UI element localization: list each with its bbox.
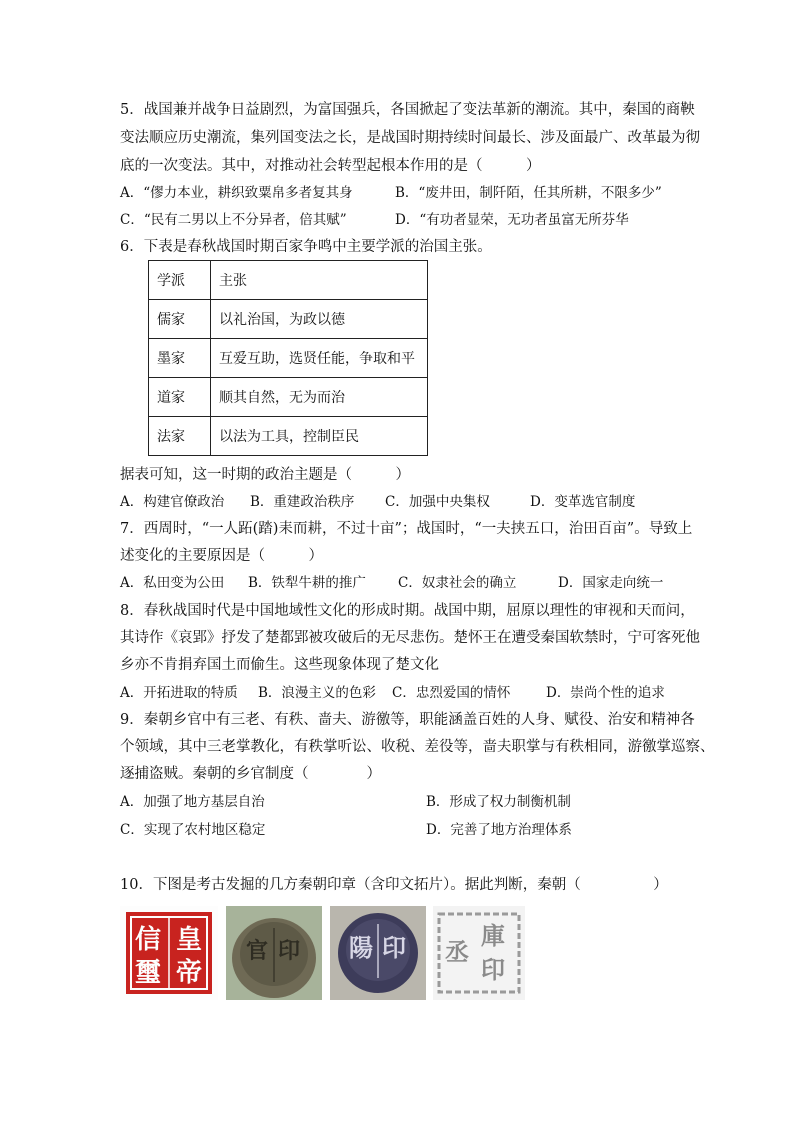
table-cell-school: 儒家 <box>149 300 211 339</box>
q7-option-c[interactable]: C．奴隶社会的确立 <box>398 575 517 591</box>
seal3-char: 陽 <box>349 934 373 962</box>
q9-option-b[interactable]: B．形成了权力制衡机制 <box>426 794 571 810</box>
q5-line-1: 5．战国兼并战争日益剧烈，为富国强兵，各国掀起了变法革新的潮流。其中，秦国的商鞅 <box>120 102 695 118</box>
seal4-char: 丞 <box>445 938 469 966</box>
seal-image-red-imprint <box>120 906 218 1000</box>
q9-line-1: 9．秦朝乡官中有三老、有秩、啬夫、游徼等，职能涵盖百姓的人身、赋役、治安和精神各 <box>120 712 695 728</box>
q9-option-a[interactable]: A．加强了地方基层自治 <box>120 794 265 810</box>
seal4-char: 印 <box>481 956 505 984</box>
seal1-char: 帝 <box>176 958 203 988</box>
q7-line-1: 7．西周时，“一人跖(踏)耒而耕，不过十亩”；战国时，“一夫挟五口，治田百亩”。导致上 <box>120 521 693 537</box>
q7-option-b[interactable]: B．铁犁牛耕的推广 <box>248 575 366 591</box>
q7-option-d[interactable]: D．国家走向统一 <box>558 575 664 591</box>
seal2-char: 印 <box>278 939 301 964</box>
q9-line-2: 个领域，其中三老掌教化，有秩掌听讼、收税、差役等，啬夫职掌与有秩相同，游徼掌巡察、 <box>120 739 715 755</box>
seal1-char: 皇 <box>176 925 203 955</box>
q7-option-a[interactable]: A．私田变为公田 <box>120 575 225 591</box>
table-cell-claim: 以礼治国，为政以德 <box>211 300 428 339</box>
q5-option-c[interactable]: C．“民有二男以上不分异者，倍其赋” <box>120 212 347 228</box>
table-row <box>149 417 428 456</box>
q5-line-2: 变法顺应历史潮流，集列国变法之长，是战国时期持续时间最长、涉及面最广、改革最为彻 <box>120 130 700 146</box>
q6-option-d[interactable]: D．变革选官制度 <box>530 494 636 510</box>
table-row <box>149 300 428 339</box>
q6-stem: 6．下表是春秋战国时期百家争鸣中主要学派的治国主张。 <box>120 239 492 255</box>
q6-question: 据表可知，这一时期的政治主题是（ ） <box>120 467 410 483</box>
q8-line-1: 8．春秋战国时代是中国地域性文化的形成时期。战国中期，屈原以理性的审视和天而问， <box>120 603 695 619</box>
seal-image-rubbing <box>433 906 525 1000</box>
table-header-claim: 主张 <box>211 261 428 300</box>
q8-option-d[interactable]: D．崇尚个性的追求 <box>546 685 665 701</box>
q8-option-c[interactable]: C．忠烈爱国的情怀 <box>392 685 511 701</box>
seal3-char: 印 <box>382 934 406 962</box>
q9-option-d[interactable]: D．完善了地方治理体系 <box>426 822 572 838</box>
q5-option-a[interactable]: A．“僇力本业，耕织致粟帛多者复其身 <box>120 185 353 201</box>
q7-line-2: 述变化的主要原因是（ ） <box>120 548 323 564</box>
q6-option-b[interactable]: B．重建政治秩序 <box>250 494 355 510</box>
q8-option-a[interactable]: A．开拓进取的特质 <box>120 685 238 701</box>
q5-option-b[interactable]: B．“废井田，制阡陌，任其所耕，不限多少” <box>395 185 662 201</box>
q6-option-a[interactable]: A．构建官僚政治 <box>120 494 225 510</box>
q8-line-3: 乡亦不肯捐弃国土而偷生。这些现象体现了楚文化 <box>120 657 439 673</box>
q10-stem: 10．下图是考古发掘的几方秦朝印章（含印文拓片）。据此判断，秦朝（ ） <box>120 877 668 893</box>
seal-image-stone <box>330 906 426 1000</box>
q5-option-d[interactable]: D．“有功者显荣，无功者虽富无所芬华 <box>395 212 629 228</box>
table-cell-school: 法家 <box>149 417 211 456</box>
q5-line-3: 底的一次变法。其中，对推动社会转型起根本作用的是（ ） <box>120 158 541 174</box>
seal1-char: 信 <box>135 925 162 955</box>
schools-table <box>148 260 428 456</box>
table-header-school: 学派 <box>149 261 211 300</box>
q9-option-c[interactable]: C．实现了农村地区稳定 <box>120 822 266 838</box>
q9-line-3: 逐捕盗贼。秦朝的乡官制度（ ） <box>120 766 381 782</box>
table-row <box>149 339 428 378</box>
seal-image-bronze <box>226 906 322 1000</box>
q8-line-2: 其诗作《哀郢》抒发了楚都郢被攻破后的无尽悲伤。楚怀王在遭受秦国软禁时，宁可客死他 <box>120 630 700 646</box>
table-cell-claim: 以法为工具，控制臣民 <box>211 417 428 456</box>
seal1-char: 璽 <box>135 958 162 988</box>
table-cell-school: 墨家 <box>149 339 211 378</box>
seal4-char: 庫 <box>481 922 505 950</box>
seal2-char: 官 <box>246 939 269 964</box>
q8-option-b[interactable]: B．浪漫主义的色彩 <box>258 685 376 701</box>
table-cell-school: 道家 <box>149 378 211 417</box>
table-header-row <box>149 261 428 300</box>
table-cell-claim: 互爱互助，选贤任能，争取和平 <box>211 339 428 378</box>
table-row <box>149 378 428 417</box>
table-cell-claim: 顺其自然，无为而治 <box>211 378 428 417</box>
q6-option-c[interactable]: C．加强中央集权 <box>385 494 490 510</box>
